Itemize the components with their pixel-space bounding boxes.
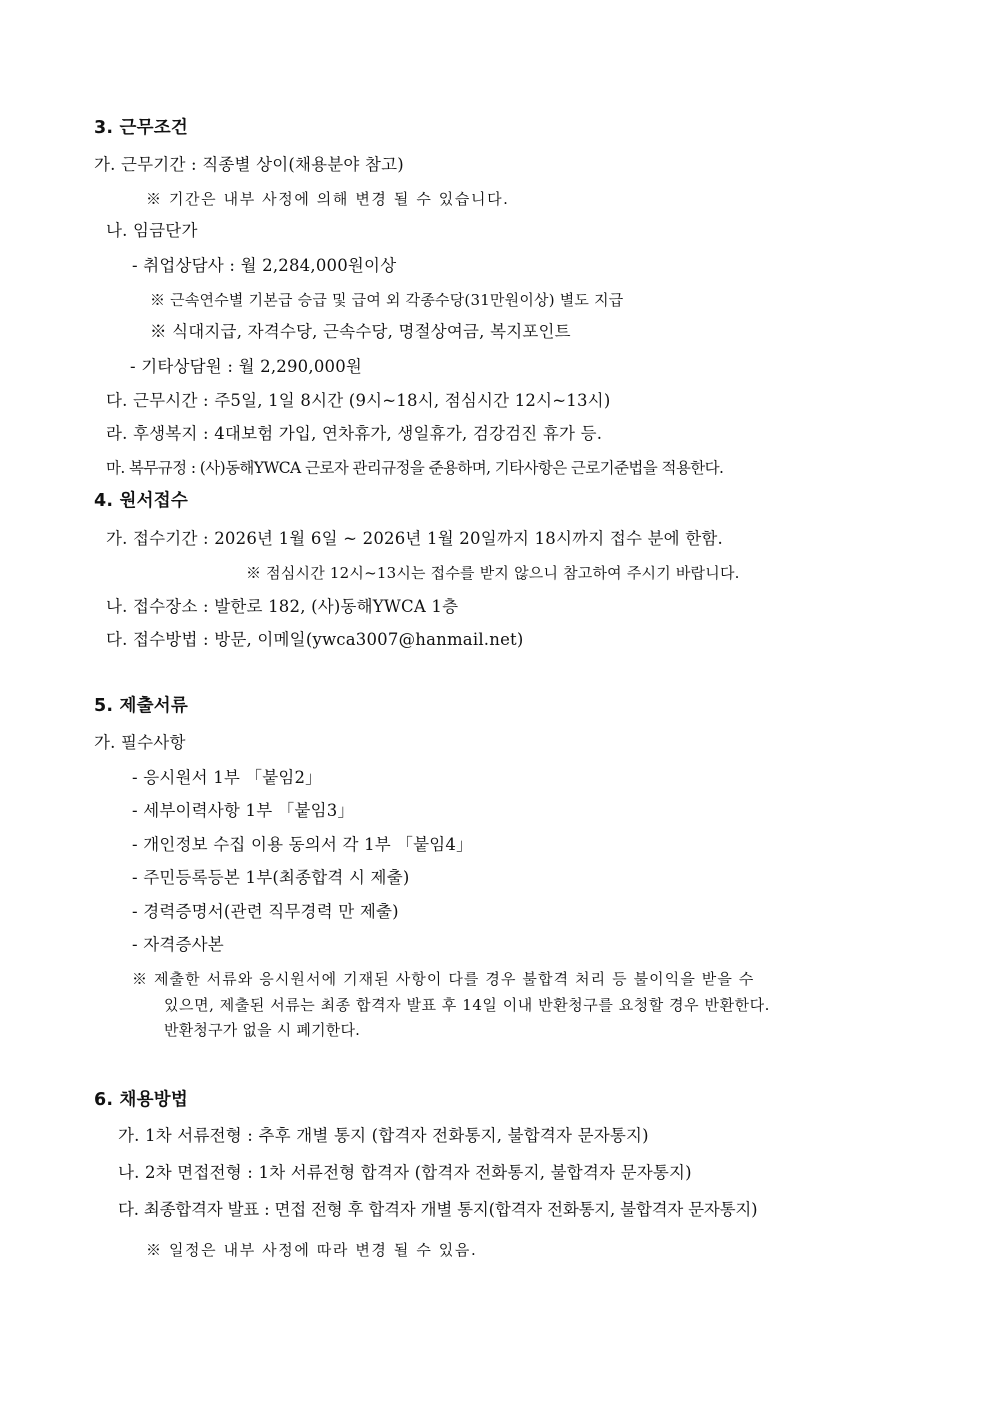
section5-doc-item: - 주민등록등본 1부(최종합격 시 제출) — [132, 868, 410, 887]
section4-method: 다. 접수방법 : 방문, 이메일(ywca3007@hanmail.net) — [106, 630, 524, 649]
section4-location: 나. 접수장소 : 발한로 182, (사)동해YWCA 1층 — [106, 597, 459, 616]
section5-doc-item: - 개인정보 수집 이용 동의서 각 1부 「붙임4」 — [132, 835, 473, 854]
section3-wage-note-1: ※ 근속연수별 기본급 승급 및 급여 외 각종수당(31만원이상) 별도 지급 — [150, 291, 624, 309]
section3-wage-heading: 나. 임금단가 — [106, 221, 198, 240]
section3-work-period: 가. 근무기간 : 직종별 상이(채용분야 참고) — [94, 155, 404, 174]
section5-note-line3: 반환청구가 없을 시 폐기한다. — [164, 1021, 361, 1039]
section5-doc-item: - 세부이력사항 1부 「붙임3」 — [132, 801, 355, 820]
section5-required: 가. 필수사항 — [94, 733, 186, 752]
section3-work-period-note: ※ 기간은 내부 사정에 의해 변경 될 수 있습니다. — [146, 190, 510, 208]
section3-welfare: 라. 후생복지 : 4대보험 가입, 연차휴가, 생일휴가, 검강검진 휴가 등. — [106, 424, 603, 443]
section3-heading: 3. 근무조건 — [94, 118, 188, 138]
section5-heading: 5. 제출서류 — [94, 696, 188, 716]
section3-work-hours: 다. 근무시간 : 주5일, 1일 8시간 (9시~18시, 점심시간 12시~13시) — [106, 391, 611, 410]
section3-wage-note-2: ※ 식대지급, 자격수당, 근속수당, 명절상여금, 복지포인트 — [150, 322, 571, 341]
section5-doc-item: - 응시원서 1부 「붙임2」 — [132, 768, 322, 787]
section3-wage-counselor: - 취업상담사 : 월 2,284,000원이상 — [132, 256, 397, 275]
section4-period: 가. 접수기간 : 2026년 1월 6일 ~ 2026년 1월 20일까지 18시까지 접수 분에 한함. — [106, 529, 723, 548]
section5-note-line1: ※ 제출한 서류와 응시원서에 기재된 사항이 다를 경우 불합격 처리 등 불이익을 받을 수 — [132, 970, 755, 988]
section5-note-line2: 있으면, 제출된 서류는 최종 합격자 발표 후 14일 이내 반환청구를 요청할 경우 반환한다. — [164, 996, 771, 1014]
section6-final-announcement: 다. 최종합격자 발표 : 면접 전형 후 합격자 개별 통지(합격자 전화통지, 불합격자 문자통지) — [118, 1200, 758, 1219]
section3-wage-other: - 기타상담원 : 월 2,290,000원 — [130, 357, 363, 376]
section6-note: ※ 일정은 내부 사정에 따라 변경 될 수 있음. — [146, 1241, 478, 1259]
section6-interview: 나. 2차 면접전형 : 1차 서류전형 합격자 (합격자 전화통지, 불합격자 문자통지) — [118, 1163, 692, 1182]
section4-heading: 4. 원서접수 — [94, 491, 188, 511]
section5-doc-item: - 경력증명서(관련 직무경력 만 제출) — [132, 902, 399, 921]
section3-service-rules: 마. 복무규정 : (사)동해YWCA 근로자 관리규정을 준용하며, 기타사항은 근로기준법을 적용한다. — [106, 459, 724, 477]
section6-document-screening: 가. 1차 서류전형 : 추후 개별 통지 (합격자 전화통지, 불합격자 문자통지) — [118, 1126, 649, 1145]
section6-heading: 6. 채용방법 — [94, 1090, 188, 1110]
section5-doc-item: - 자격증사본 — [132, 935, 224, 954]
section4-period-note: ※ 점심시간 12시~13시는 접수를 받지 않으니 참고하여 주시기 바랍니다. — [246, 564, 740, 582]
